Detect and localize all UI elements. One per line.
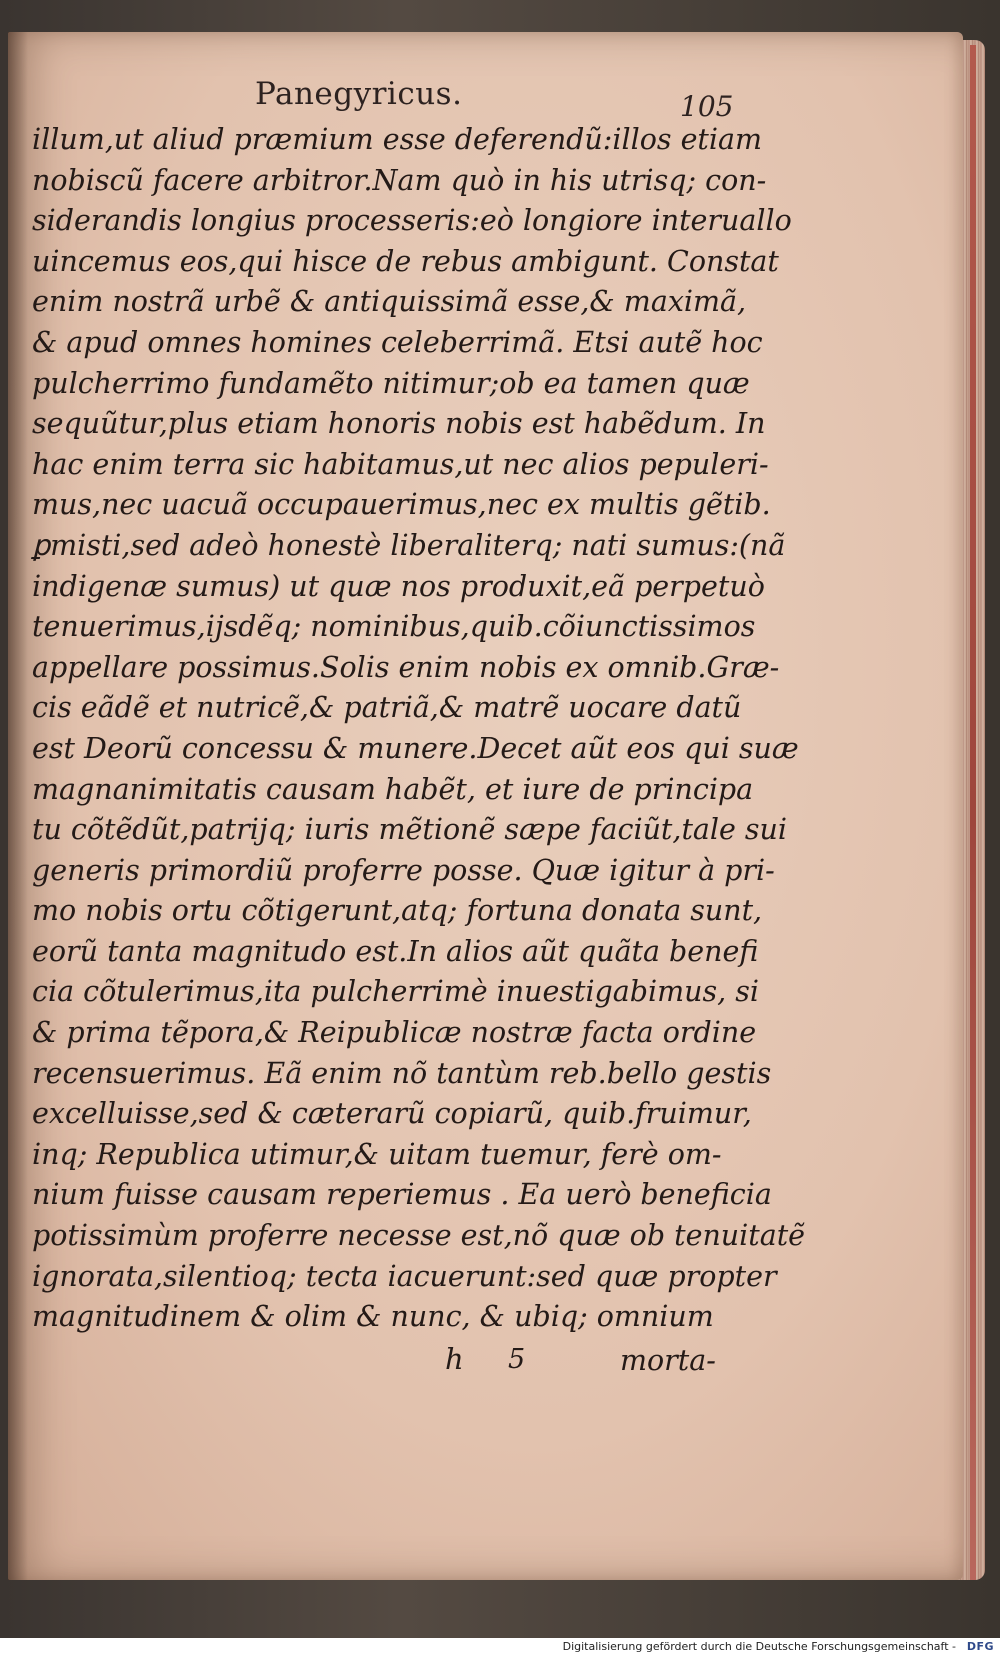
text-line: illum,ut aliud præmium esse deferendũ:illos etiam xyxy=(32,123,763,156)
running-title: Panegyricus. xyxy=(255,76,463,112)
text-line: hac enim terra sic habitamus,ut nec alios pepuleri- xyxy=(32,447,769,481)
signature-letter: h xyxy=(445,1342,464,1376)
text-line: tu cõtẽdũt,patrijq; iuris mẽtionẽ sæpe faciũt,tale sui xyxy=(32,813,788,847)
text-line: ignorata,silentioq; tecta iacuerunt:sed quæ propter xyxy=(32,1259,777,1293)
text-line: indigenæ sumus) ut quæ nos produxit,eã perpetuò xyxy=(32,569,765,603)
text-line: mus,nec uacuã occupauerimus,nec ex multis gẽtib. xyxy=(32,488,771,522)
catchword: morta- xyxy=(620,1344,716,1377)
text-line: nium fuisse causam reperiemus . Ea uerò beneficia xyxy=(32,1178,772,1212)
page-number: 105 xyxy=(680,90,734,123)
text-line: ꝑmisti,sed adeò honestè liberaliterq; nati sumus:(nã xyxy=(32,528,786,562)
text-line: magnitudinem & olim & nunc, & ubiq; omnium xyxy=(32,1300,714,1334)
text-line: magnanimitatis causam habẽt, et iure de principa xyxy=(32,772,754,806)
text-line: mo nobis ortu cõtigerunt,atq; fortuna donata sunt, xyxy=(32,894,763,928)
text-line: & apud omnes homines celeberrimã. Etsi autẽ hoc xyxy=(32,325,763,359)
dfg-logo: DFG xyxy=(966,1640,994,1653)
text-line: generis primordiũ proferre posse. Quæ igitur à pri- xyxy=(32,853,775,887)
red-page-edge xyxy=(970,45,976,1580)
text-line: potissimùm proferre necesse est,nõ quæ ob tenuitatẽ xyxy=(32,1219,806,1253)
signature-number: 5 xyxy=(508,1344,526,1375)
text-line: & prima tẽpora,& Reipublicæ nostræ facta ordine xyxy=(32,1016,757,1050)
text-line: cia cõtulerimus,ita pulcherrimè inuestigabimus, si xyxy=(32,975,760,1009)
text-line: appellare possimus.Solis enim nobis ex omnib.Græ- xyxy=(32,650,780,684)
text-line: nobiscũ facere arbitror.Nam quò in his utrisq; con- xyxy=(32,163,767,197)
text-line: tenuerimus,ijsdẽq; nominibus,quib.cõiunctissimos xyxy=(32,610,756,644)
text-line: excelluisse,sed & cæterarũ copiarũ, quib.fruimur, xyxy=(32,1097,752,1131)
text-line: est Deorũ concessu & munere.Decet aũt eos qui suæ xyxy=(32,731,799,765)
footer-credit: Digitalisierung gefördert durch die Deutsche Forschungsgemeinschaft - xyxy=(562,1640,956,1653)
text-line: enim nostrã urbẽ & antiquissimã esse,& maximã, xyxy=(32,285,747,319)
body-text-block xyxy=(32,120,806,1338)
text-line: recensuerimus. Eã enim nõ tantùm reb.bello gestis xyxy=(32,1056,772,1090)
text-line: inq; Republica utimur,& uitam tuemur, ferè om- xyxy=(32,1137,722,1171)
text-line: pulcherrimo fundamẽto nitimur;ob ea tamen quæ xyxy=(32,366,750,400)
page-gutter-shadow xyxy=(8,32,28,1580)
text-line: eorũ tanta magnitudo est.In alios aũt quãta benefi xyxy=(32,934,759,968)
text-line: siderandis longius processeris:eò longiore interuallo xyxy=(32,204,792,238)
text-line: cis eãdẽ et nutricẽ,& patriã,& matrẽ uocare datũ xyxy=(32,691,742,725)
text-line: sequũtur,plus etiam honoris nobis est habẽdum. In xyxy=(32,407,766,441)
text-line: uincemus eos,qui hisce de rebus ambigunt. Constat xyxy=(32,244,779,278)
